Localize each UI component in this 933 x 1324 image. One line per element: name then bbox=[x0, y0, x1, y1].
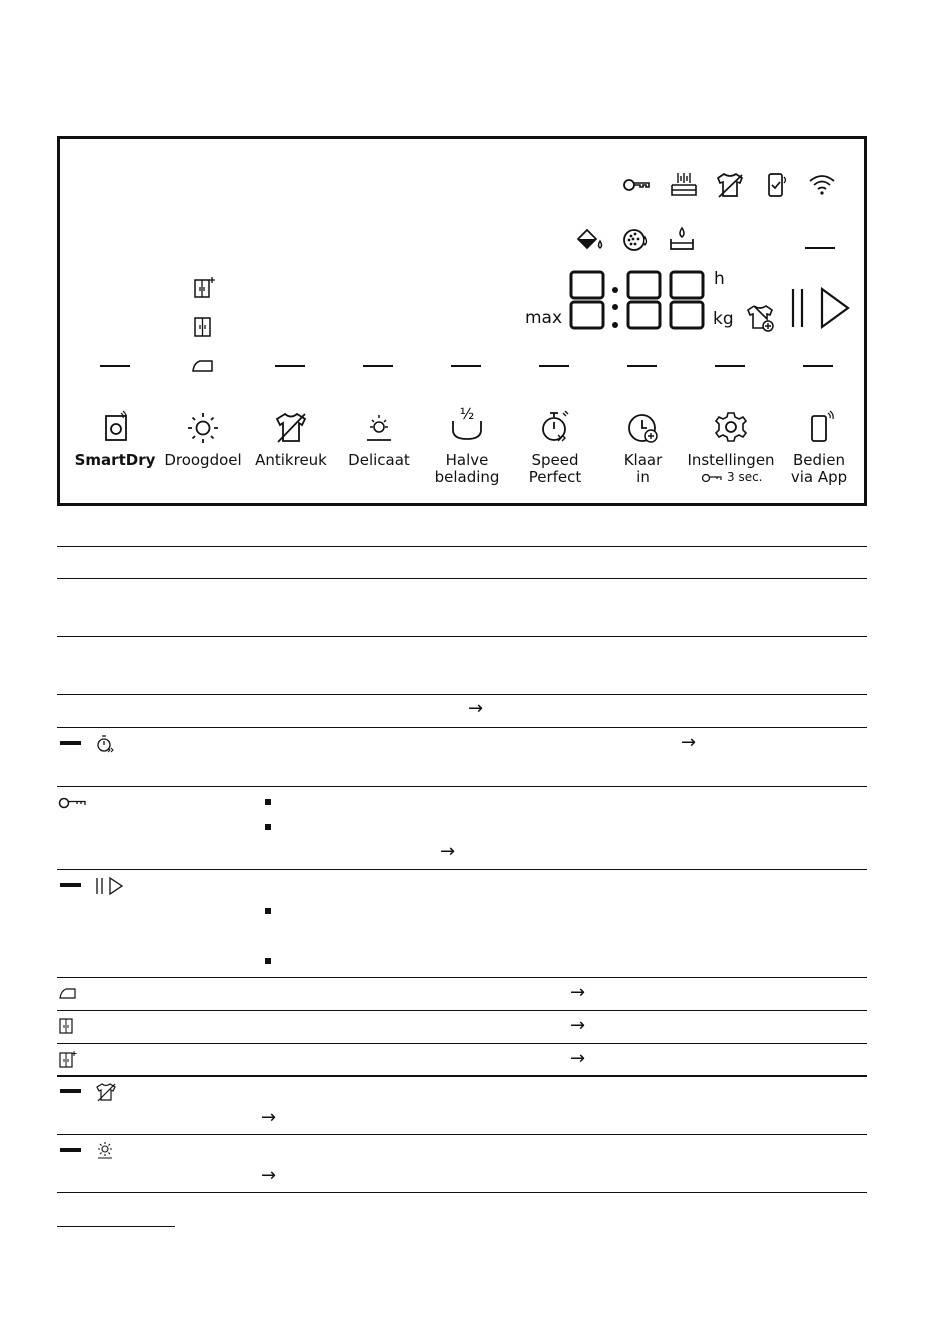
row-dash-marker bbox=[60, 883, 81, 887]
button-label-bedien-via-app[interactable]: Bedien via App bbox=[790, 451, 848, 486]
bullet bbox=[265, 799, 271, 805]
cupboard-dry-icon bbox=[192, 315, 214, 339]
table-rule bbox=[57, 1075, 867, 1077]
sun-icon[interactable] bbox=[173, 407, 233, 447]
button-label-halve-belading[interactable]: Halve belading bbox=[434, 451, 500, 486]
button-label-smartdry[interactable]: SmartDry bbox=[74, 451, 156, 469]
settings-icon[interactable] bbox=[701, 407, 761, 447]
klaar-in-icon[interactable] bbox=[613, 407, 673, 447]
arrow-symbol: → bbox=[261, 1107, 277, 1128]
wifi-icon bbox=[808, 172, 836, 196]
indicator-dash bbox=[715, 365, 745, 367]
arrow-symbol: → bbox=[468, 698, 484, 719]
start-pause-icon bbox=[788, 285, 852, 331]
indicator-dash bbox=[805, 247, 835, 249]
add-laundry-icon bbox=[746, 303, 776, 333]
indicator-dash bbox=[803, 365, 833, 367]
fill-water-tank-icon bbox=[575, 227, 605, 253]
iron-dry-icon bbox=[190, 355, 216, 375]
arrow-symbol: → bbox=[570, 982, 586, 1003]
table-rule bbox=[57, 546, 867, 547]
table-rule bbox=[57, 1010, 867, 1011]
indicator-dash bbox=[451, 365, 481, 367]
table-rule bbox=[57, 1134, 867, 1135]
arrow-symbol: → bbox=[570, 1048, 586, 1069]
row-dash-marker bbox=[60, 1148, 81, 1152]
table-rule bbox=[57, 869, 867, 870]
indicator-dash bbox=[539, 365, 569, 367]
bullet bbox=[265, 908, 271, 914]
indicator-dash bbox=[363, 365, 393, 367]
settings-hold-time: 3 sec. bbox=[727, 470, 763, 484]
table-rule bbox=[57, 636, 867, 637]
button-label-speed-perfect[interactable]: Speed Perfect bbox=[528, 451, 582, 486]
button-label-instellingen[interactable]: Instellingen bbox=[687, 451, 775, 469]
phone-check-icon bbox=[765, 171, 789, 199]
button-label-delicaat[interactable]: Delicaat bbox=[348, 451, 410, 469]
footnote-rule bbox=[57, 1226, 175, 1227]
arrow-symbol: → bbox=[440, 841, 456, 862]
start-pause-icon bbox=[95, 876, 125, 896]
filter-clean-icon bbox=[670, 171, 698, 197]
table-rule bbox=[57, 1192, 867, 1193]
arrow-symbol: → bbox=[570, 1015, 586, 1036]
control-panel bbox=[57, 136, 867, 506]
no-crease-shirt-icon bbox=[715, 171, 745, 199]
arrow-symbol: → bbox=[261, 1165, 277, 1186]
extra-dry-cupboard-icon bbox=[192, 275, 216, 299]
antikreuk-icon[interactable] bbox=[261, 407, 321, 447]
table-rule bbox=[57, 977, 867, 978]
button-label-antikreuk[interactable]: Antikreuk bbox=[255, 451, 327, 469]
table-rule bbox=[57, 694, 867, 695]
button-label-klaar-in[interactable]: Klaar in bbox=[623, 451, 663, 486]
key-icon bbox=[58, 796, 88, 810]
table-rule bbox=[57, 1043, 867, 1044]
indicator-dash bbox=[627, 365, 657, 367]
row-dash-marker bbox=[60, 1089, 81, 1093]
indicator-dash bbox=[275, 365, 305, 367]
speed-perfect-icon[interactable] bbox=[525, 407, 585, 447]
antikreuk-icon bbox=[95, 1082, 117, 1102]
key-icon bbox=[701, 472, 723, 484]
half-load-icon[interactable] bbox=[437, 403, 497, 443]
smartdry-icon[interactable] bbox=[85, 407, 145, 447]
speed-perfect-icon bbox=[95, 734, 117, 754]
max-label: max bbox=[525, 308, 563, 328]
row-dash-marker bbox=[60, 741, 81, 745]
table-rule bbox=[57, 786, 867, 787]
delicaat-icon bbox=[95, 1140, 115, 1160]
kg-unit: kg bbox=[713, 309, 734, 329]
svg-text:½: ½ bbox=[459, 405, 475, 423]
iron-dry-icon bbox=[58, 985, 78, 1001]
bullet bbox=[265, 958, 271, 964]
indicator-dash bbox=[100, 365, 130, 367]
remote-app-icon[interactable] bbox=[789, 407, 849, 447]
hour-unit: h bbox=[714, 269, 725, 289]
table-rule bbox=[57, 578, 867, 579]
empty-water-container-icon bbox=[668, 225, 696, 253]
delicaat-icon[interactable] bbox=[349, 407, 409, 447]
extra-dry-cupboard-icon bbox=[58, 1049, 78, 1069]
bullet bbox=[265, 824, 271, 830]
cupboard-dry-icon bbox=[58, 1017, 76, 1035]
child-lock-key-icon bbox=[622, 175, 652, 195]
arrow-symbol: → bbox=[681, 732, 697, 753]
clean-filter-icon bbox=[622, 225, 652, 255]
table-rule bbox=[57, 727, 867, 728]
button-label-droogdoel[interactable]: Droogdoel bbox=[164, 451, 242, 469]
